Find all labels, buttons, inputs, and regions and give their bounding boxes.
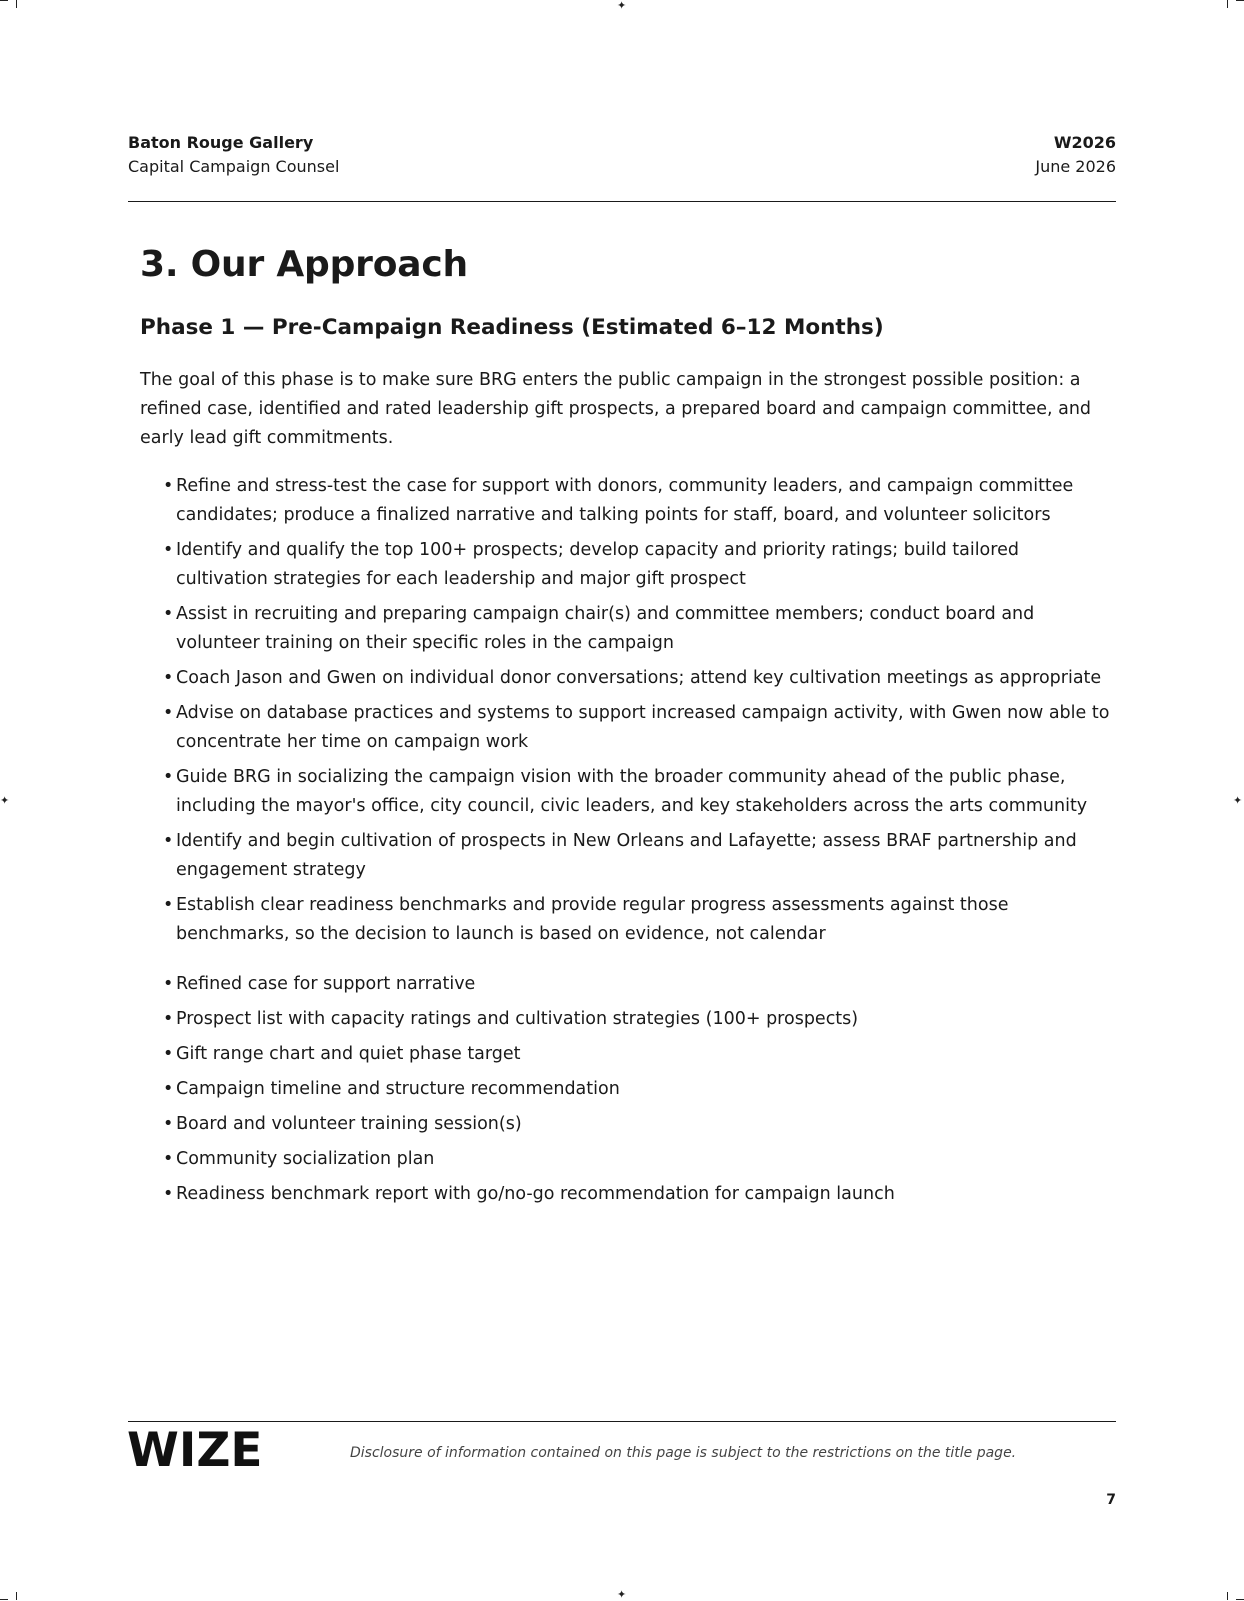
list-item: • Community socialization plan <box>163 1145 1113 1174</box>
deliverables-list <box>163 970 1113 1215</box>
list-item: • Readiness benchmark report with go/no-go recommendation for campaign launch <box>163 1180 1113 1209</box>
document-code: W2026 <box>1053 133 1116 152</box>
page-title: 3. Our Approach <box>140 244 468 285</box>
crop-mark <box>0 0 8 1</box>
crop-mark <box>1227 1592 1228 1600</box>
list-item: • Prospect list with capacity ratings and cultivation strategies (100+ prospects) <box>163 1005 1113 1034</box>
org-name: Baton Rouge Gallery <box>128 133 314 152</box>
disclosure-notice: Disclosure of information contained on this page is subject to the restrictions on the title page. <box>350 1445 1017 1461</box>
crop-mark <box>16 1592 17 1600</box>
list-item: • Establish clear readiness benchmarks and provide regular progress assessments against those benchmarks, so the decision to launch is based on evidence, not calendar <box>163 891 1113 949</box>
intro-paragraph: The goal of this phase is to make sure BRG enters the public campaign in the strongest possible position: a refined case, identified and rated leadership gift prospects, a prepared board and campaign committee, and early lead gift commitments. <box>140 370 1092 448</box>
list-item: • Assist in recruiting and preparing campaign chair(s) and committee members; conduct board and volunteer training on their specific roles in the campaign <box>163 600 1113 658</box>
document-type: Capital Campaign Counsel <box>128 157 340 176</box>
header-left <box>128 131 339 179</box>
registration-mark-icon: ✦ <box>1233 794 1243 807</box>
registration-mark-icon: ✦ <box>0 794 10 807</box>
phase-title: Phase 1 — Pre-Campaign Readiness (Estimated 6–12 Months) <box>140 315 884 340</box>
crop-mark <box>16 0 17 8</box>
list-item: • Coach Jason and Gwen on individual donor conversations; attend key cultivation meetings as appropriate <box>163 664 1113 693</box>
wize-logo: WIZE <box>127 1423 263 1478</box>
list-item: • Identify and begin cultivation of prospects in New Orleans and Lafayette; assess BRAF partnership and engagement strategy <box>163 827 1113 885</box>
registration-mark-icon: ✦ <box>617 0 627 12</box>
activities-list <box>163 472 1113 955</box>
list-item: • Refined case for support narrative <box>163 970 1113 999</box>
list-item: • Gift range chart and quiet phase target <box>163 1040 1113 1069</box>
registration-mark-icon: ✦ <box>617 1588 627 1601</box>
list-item: • Identify and qualify the top 100+ prospects; develop capacity and priority ratings; build tailored cultivation strategies for each leadership and major gift prospect <box>163 536 1113 594</box>
header-right <box>1035 131 1116 179</box>
page-number: 7 <box>1106 1492 1116 1508</box>
list-item: • Board and volunteer training session(s) <box>163 1110 1113 1139</box>
crop-mark <box>1227 0 1228 8</box>
list-item: • Advise on database practices and systems to support increased campaign activity, with Gwen now able to concentrate her time on campaign work <box>163 699 1113 757</box>
list-item: • Refine and stress-test the case for support with donors, community leaders, and campaign committee candidates; produce a finalized narrative and talking points for staff, board, and volunteer solicitors <box>163 472 1113 530</box>
crop-mark <box>1236 0 1244 1</box>
document-date: June 2026 <box>1035 157 1116 176</box>
list-item: • Guide BRG in socializing the campaign vision with the broader community ahead of the public phase, including the mayor's office, city council, civic leaders, and key stakeholders across the arts community <box>163 763 1113 821</box>
list-item: • Campaign timeline and structure recommendation <box>163 1075 1113 1104</box>
footer-divider <box>128 1421 1116 1422</box>
page-header <box>128 131 1116 202</box>
